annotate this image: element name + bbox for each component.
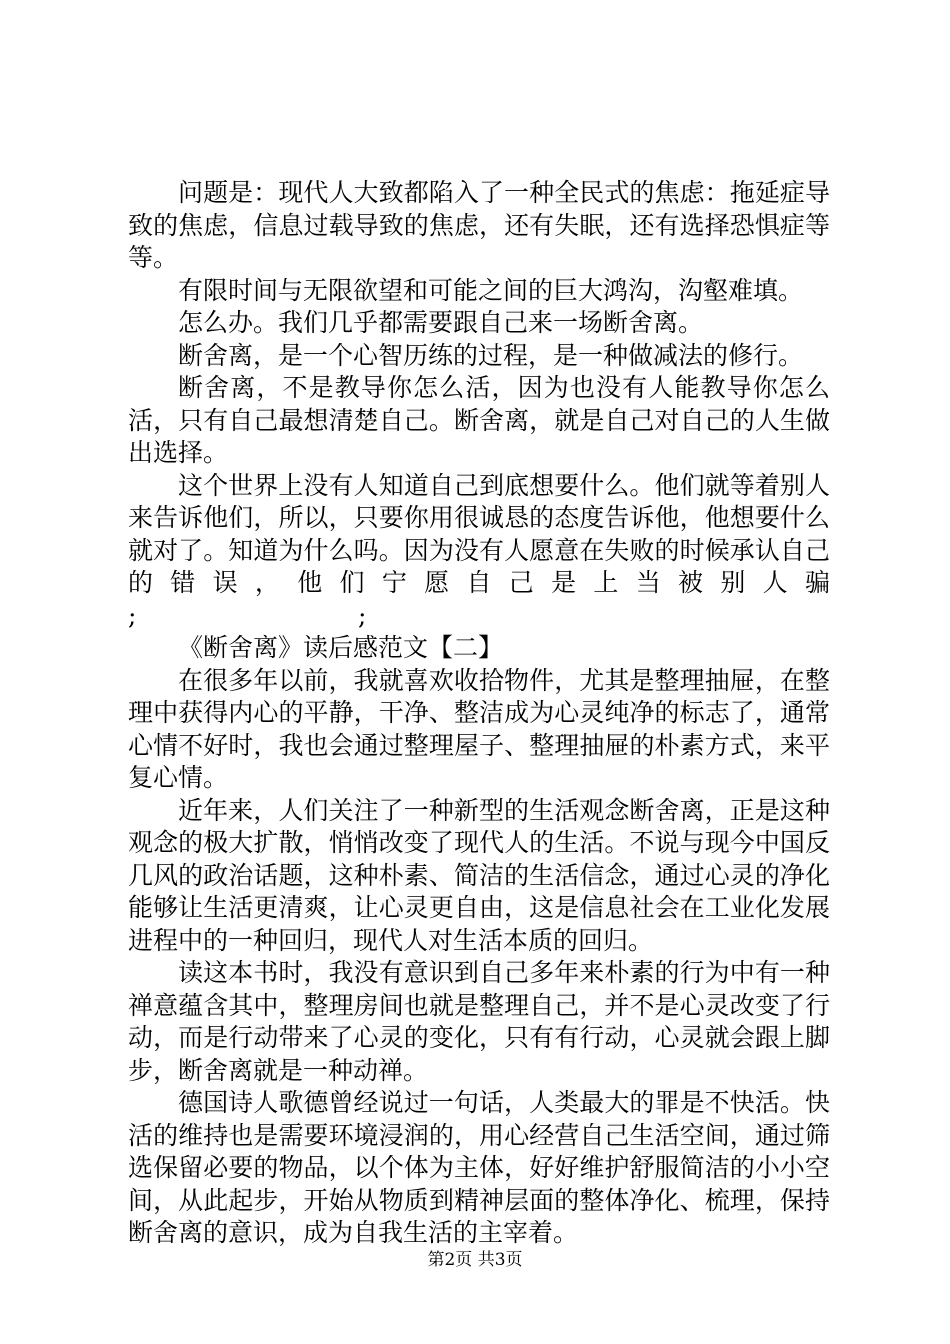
paragraph-not-teaching: 断舍离，不是教导你怎么活，因为也没有人能教导你怎么活，只有自己最想清楚自己。断舍离，就是自己对自己的人生做出选择。 bbox=[128, 373, 830, 467]
paragraph-reading-book: 读这本书时，我没有意识到自己多年来朴素的行为中有一种禅意蕴含其中，整理房间也就是整理自己，并不是心灵改变了行动，而是行动带来了心灵的变化，只有有行动，心灵就会跟上脚步，断舍离就是一种动禅。 bbox=[128, 958, 830, 1085]
paragraph-limited-time: 有限时间与无限欲望和可能之间的巨大鸿沟，沟壑难填。 bbox=[178, 275, 804, 305]
paragraph-recent-years: 近年来，人们关注了一种新型的生活观念断舍离，正是这种观念的极大扩散，悄悄改变了现代人的生活。不说与现今中国反几风的政治话题，这种朴素、简洁的生活信念，通过心灵的净化能够让生活更清爽，让心灵更自由，这是信息社会在工业化发展进程中的一种回归，现代人对生活本质的回归。 bbox=[128, 795, 830, 955]
paragraph-nobody-knows: 这个世界上没有人知道自己到底想要什么。他们就等着别人来告诉他们，所以，只要你用很诚恳的态度告诉他，他想要什么就对了。知道为什么吗。因为没有人愿意在失败的时候承认自己的错误，他们宁愿自己是上当被别人骗 bbox=[128, 470, 830, 597]
paragraph-tidying: 在很多年以前，我就喜欢收拾物件，尤其是整理抽屉，在整理中获得内心的平静，干净、整洁成为心灵纯净的标志了，通常心情不好时，我也会通过整理屋子、整理抽屉的朴素方式，来平复心情。 bbox=[128, 665, 830, 792]
paragraph-goethe: 德国诗人歌德曾经说过一句话，人类最大的罪是不快活。快活的维持也是需要环境浸润的，用心经营自己生活空间，通过筛选保留必要的物品，以个体为主体，好好维护舒服简洁的小小空间，从此起步，开始从物质到精神层面的整体净化、梳理，保持断舍离的意识，成为自我生活的主宰着。 bbox=[128, 1088, 830, 1247]
semicolon-mark: ; bbox=[358, 600, 367, 630]
paragraph-anxiety: 问题是：现代人大致都陷入了一种全民式的焦虑：拖延症导致的焦虑，信息过载导致的焦虑，还有失眠，还有选择恐惧症等等。 bbox=[128, 178, 830, 272]
page-footer: 第2页 共3页 bbox=[427, 1250, 523, 1270]
paragraph-what-to-do: 怎么办。我们几乎都需要跟自己来一场断舍离。 bbox=[178, 308, 704, 337]
semicolon-mark: ; bbox=[128, 600, 137, 630]
semicolon-line bbox=[128, 600, 830, 633]
document-body bbox=[128, 177, 830, 1250]
section-title: 《断舍离》读后感范文【二】 bbox=[178, 633, 504, 662]
paragraph-definition: 断舍离，是一个心智历练的过程，是一种做减法的修行。 bbox=[178, 340, 804, 370]
